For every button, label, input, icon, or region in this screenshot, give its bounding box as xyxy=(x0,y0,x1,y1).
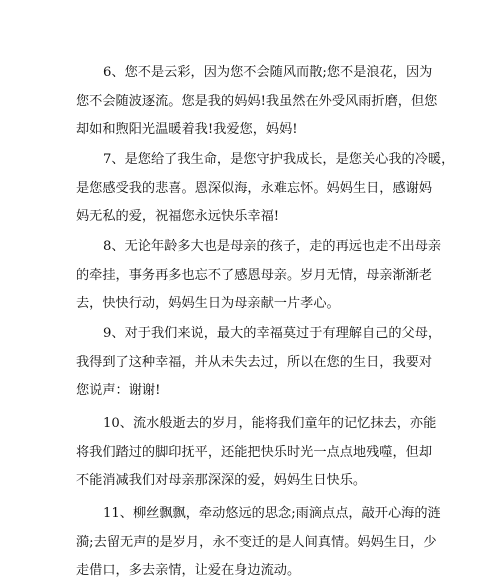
paragraph-7 xyxy=(76,146,455,232)
paragraph-8 xyxy=(76,233,442,319)
paragraph-line: 是您感受我的悲喜。恩深似海，永难忘怀。妈妈生日，感谢妈 xyxy=(76,180,433,196)
paragraph-line: 却如和煦阳光温暖着我!我爱您，妈妈! xyxy=(76,122,298,137)
paragraph-line: 9、对于我们来说，最大的幸福莫过于有理解自己的父母， xyxy=(103,326,442,341)
paragraph-line: 漪;去留无声的是岁月，永不变迁的是人间真情。妈妈生日，少 xyxy=(76,534,437,550)
paragraph-line: 妈无私的爱，祝福您永远快乐幸福! xyxy=(76,209,280,224)
paragraph-9 xyxy=(76,320,442,406)
paragraph-10 xyxy=(76,410,437,496)
paragraph-line: 6、您不是云彩，因为您不会随风而散;您不是浪花，因为 xyxy=(103,65,433,80)
paragraph-line: 您不会随波逐流。您是我的妈妈!我虽然在外受风雨折磨，但您 xyxy=(76,93,438,109)
paragraph-11 xyxy=(76,500,441,586)
paragraph-line: 不能消减我们对母亲那深深的爱，妈妈生日快乐。 xyxy=(76,473,367,488)
paragraph-line: 11、柳丝飘飘，牵动悠远的思念;雨滴点点，敲开心海的涟 xyxy=(103,506,441,521)
paragraph-line: 的牵挂，事务再多也忘不了感恩母亲。岁月无情，母亲渐渐老 xyxy=(76,267,433,283)
paragraph-line: 去，快快行动，妈妈生日为母亲献一片孝心。 xyxy=(76,296,340,311)
paragraph-line: 10、流水般逝去的岁月，能将我们童年的记忆抹去，亦能 xyxy=(103,416,437,431)
paragraph-line: 将我们踏过的脚印抚平，还能把快乐时光一点点地残噬，但却 xyxy=(76,444,433,460)
paragraph-line: 8、无论年龄多大也是母亲的孩子，走的再远也走不出母亲 xyxy=(103,239,442,254)
paragraph-line: 走借口，多去亲情，让爱在身边流动。 xyxy=(76,563,301,578)
paragraph-line: 您说声：谢谢! xyxy=(76,383,161,398)
paragraph-6 xyxy=(76,59,438,145)
paragraph-line: 我得到了这种幸福，并从未失去过，所以在您的生日，我要对 xyxy=(76,354,433,370)
paragraph-line: 7、是您给了我生命，是您守护我成长，是您关心我的冷暖， xyxy=(103,152,455,167)
